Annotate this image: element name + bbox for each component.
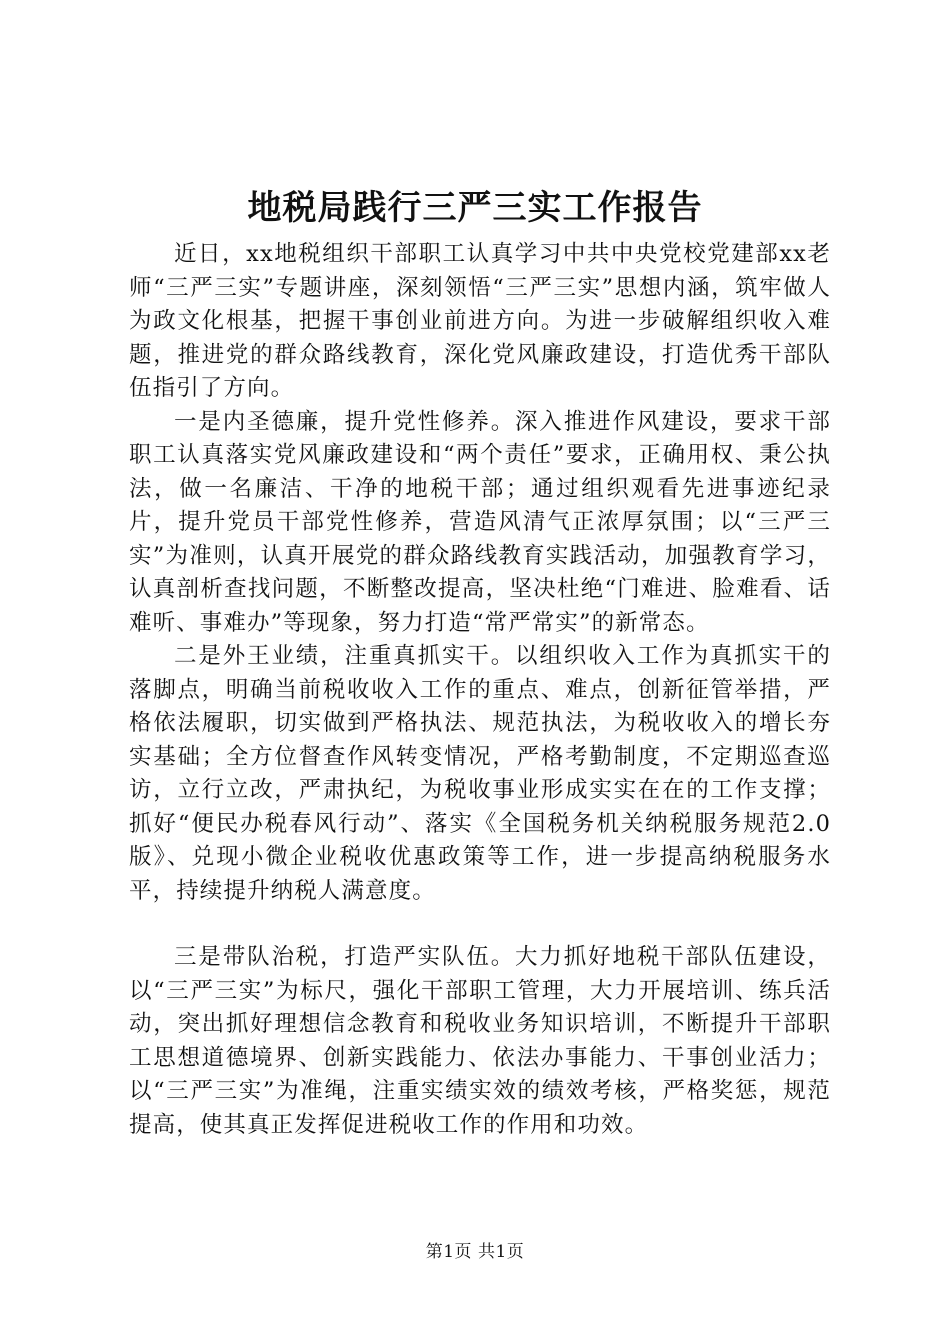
paragraph-intro: 近日，xx地税组织干部职工认真学习中共中央党校党建部xx老师“三严三实”专题讲座，深刻领悟“三严三实”思想内涵，筑牢做人为政文化根基，把握干事创业前进方向。为进一步破解组织收入难题，推进党的群众路线教育，深化党风廉政建设，打造优秀干部队伍指引了方向。 — [129, 241, 831, 401]
paragraph-point-one: 一是内圣德廉，提升党性修养。深入推进作风建设，要求干部职工认真落实党风廉政建设和“两个责任”要求，正确用权、秉公执法，做一名廉洁、干净的地税干部；通过组织观看先进事迹纪录片，提升党员干部党性修养，营造风清气正浓厚氛围；以“三严三实”为准则，认真开展党的群众路线教育实践活动，加强教育学习，认真剖析查找问题，不断整改提高，坚决杜绝“门难进、脸难看、话难听、事难办”等现象，努力打造“常严常实”的新常态。 — [129, 408, 831, 636]
paragraph-gap — [129, 908, 831, 941]
document-body — [129, 238, 831, 1142]
paragraph-point-three: 三是带队治税，打造严实队伍。大力抓好地税干部队伍建设，以“三严三实”为标尺，强化干部职工管理，大力开展培训、练兵活动，突出抓好理想信念教育和税收业务知识培训，不断提升干部职工思想道德境界、创新实践能力、依法办事能力、干事创业活力；以“三严三实”为准绳，注重实绩实效的绩效考核，严格奖惩，规范提高，使其真正发挥促进税收工作的作用和功效。 — [129, 944, 831, 1138]
document-title: 地税局践行三严三实工作报告 — [247, 188, 703, 228]
paragraph-point-two: 二是外王业绩，注重真抓实干。以组织收入工作为真抓实干的落脚点，明确当前税收收入工作的重点、难点，创新征管举措，严格依法履职，切实做到严格执法、规范执法，为税收收入的增长夯实基础；全方位督查作风转变情况，严格考勤制度，不定期巡查巡访，立行立改，严肃执纪，为税收事业形成实实在在的工作支撑；抓好“便民办税春风行动”、落实《全国税务机关纳税服务规范2.0版》、兑现小微企业税收优惠政策等工作，进一步提高纳税服务水平，持续提升纳税人满意度。 — [129, 643, 831, 904]
page-number-footer: 第1页 共1页 — [425, 1242, 525, 1262]
